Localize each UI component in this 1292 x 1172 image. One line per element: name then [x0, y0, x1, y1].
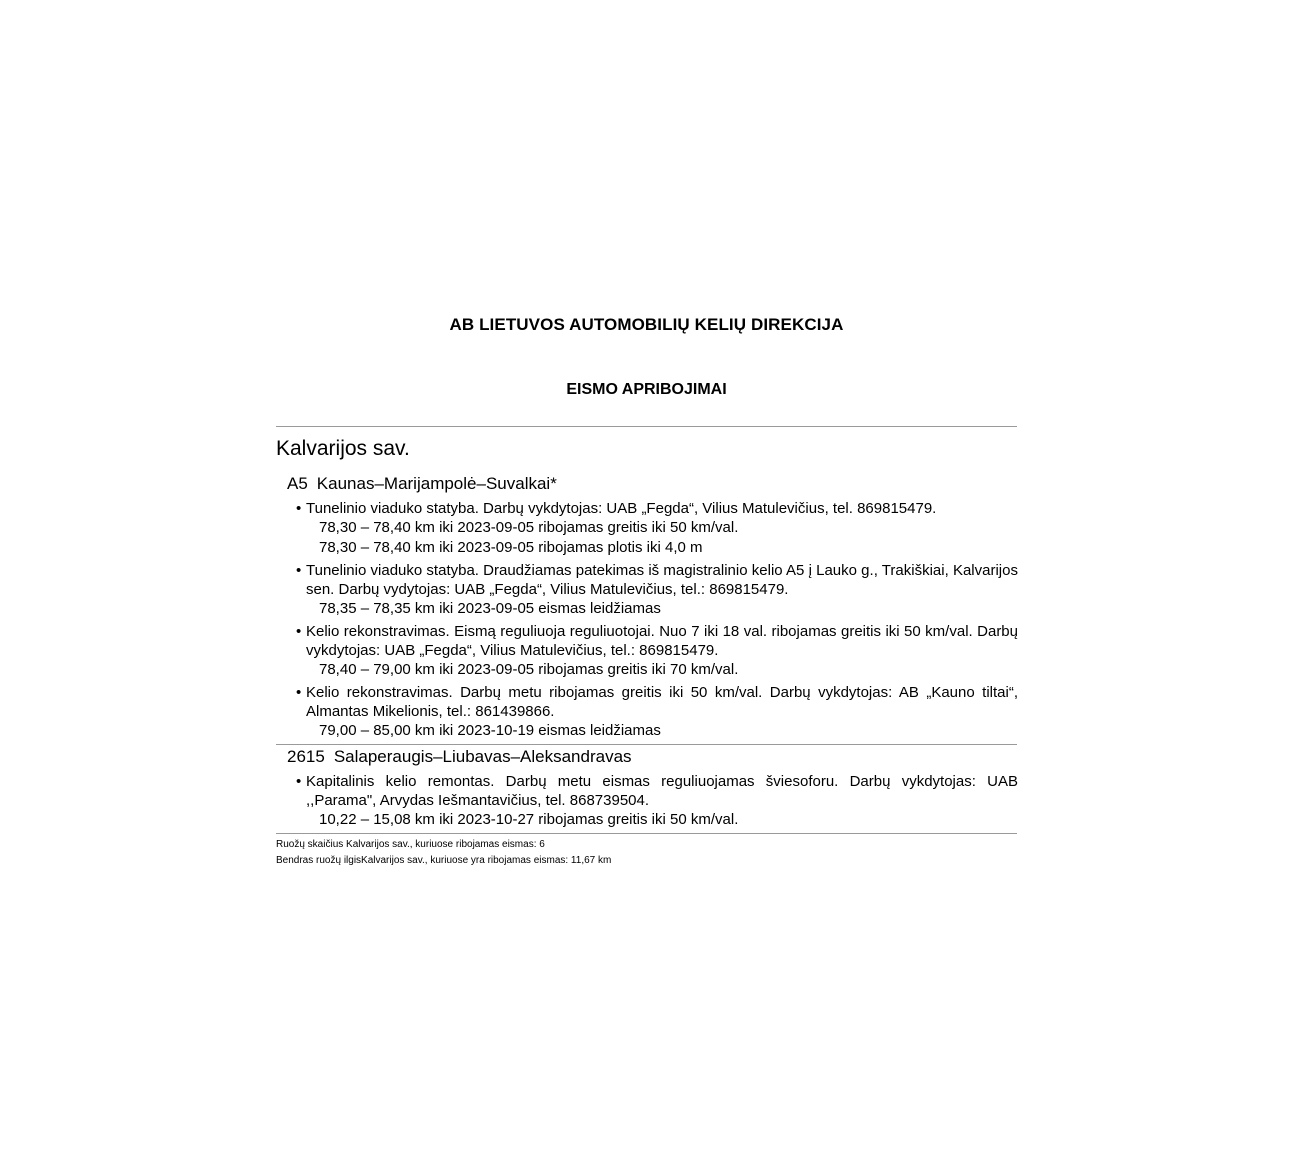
road-number: 2615	[287, 747, 325, 766]
bullet-icon: •	[296, 500, 302, 517]
restriction-entry	[296, 561, 1018, 619]
restriction-segment: 78,30 – 78,40 km iki 2023-09-05 ribojamas greitis iki 50 km/val.	[319, 519, 739, 536]
bullet-icon: •	[296, 562, 302, 579]
road-section	[276, 744, 1017, 830]
restriction-segment: 78,30 – 78,40 km iki 2023-09-05 ribojamas plotis iki 4,0 m	[319, 539, 703, 556]
summary-count: Ruožų skaičius Kalvarijos sav., kuriuose ribojamas eismas: 6	[276, 839, 545, 850]
restriction-entry	[296, 683, 1018, 741]
restriction-segment: 10,22 – 15,08 km iki 2023-10-27 ribojamas greitis iki 50 km/val.	[319, 811, 739, 828]
bullet-icon: •	[296, 773, 302, 790]
summary	[276, 833, 1017, 869]
restriction-description: Tunelinio viaduko statyba. Draudžiamas patekimas iš magistralinio kelio A5 į Lauko g., Trakiškiai, Kalvarijos sen. Darbų vydytojas: UAB „Fegda“, Vilius Matulevičius, tel.: 869815479.	[306, 562, 1018, 598]
restriction-segment: 78,35 – 78,35 km iki 2023-09-05 eismas leidžiamas	[319, 600, 661, 617]
restriction-description: Tunelinio viaduko statyba. Darbų vykdytojas: UAB „Fegda“, Vilius Matulevičius, tel. 869815479.	[306, 500, 937, 517]
header-divider	[276, 426, 1017, 427]
restriction-entry	[296, 622, 1018, 680]
restriction-description: Kelio rekonstravimas. Eismą reguliuoja reguliuotojai. Nuo 7 iki 18 val. ribojamas greitis iki 50 km/val. Darbų vykdytojas: UAB „Fegda“, Vilius Matulevičius, tel.: 869815479.	[306, 623, 1018, 659]
restriction-segment: 79,00 – 85,00 km iki 2023-10-19 eismas leidžiamas	[319, 722, 661, 739]
road-title	[287, 746, 1017, 768]
road-number: A5	[287, 474, 308, 493]
restriction-entry	[296, 499, 1017, 558]
road-title	[287, 473, 1017, 495]
municipality-heading: Kalvarijos sav.	[276, 437, 410, 460]
bullet-icon: •	[296, 623, 302, 640]
restriction-description: Kelio rekonstravimas. Darbų metu ribojamas greitis iki 50 km/val. Darbų vykdytojas: AB „Kauno tiltai“, Almantas Mikelionis, tel.: 861439866.	[306, 684, 1018, 720]
restriction-segment: 78,40 – 79,00 km iki 2023-09-05 ribojamas greitis iki 70 km/val.	[319, 661, 739, 678]
road-name: Salaperaugis–Liubavas–Aleksandravas	[333, 747, 632, 766]
organization-title: AB LIETUVOS AUTOMOBILIŲ KELIŲ DIREKCIJA	[449, 315, 844, 334]
content	[276, 436, 1017, 869]
summary-length: Bendras ruožų ilgisKalvarijos sav., kuriuose yra ribojamas eismas: 11,67 km	[276, 855, 612, 866]
road-section	[276, 473, 1017, 741]
bullet-icon: •	[296, 684, 302, 701]
document-title: EISMO APRIBOJIMAI	[566, 381, 727, 398]
road-name: Kaunas–Marijampolė–Suvalkai*	[316, 474, 557, 493]
restriction-entry	[296, 772, 1018, 830]
restriction-description: Kapitalinis kelio remontas. Darbų metu eismas reguliuojamas šviesoforu. Darbų vykdytojas: UAB ,,Parama", Arvydas Iešmantavičius, tel. 868739504.	[306, 773, 1018, 809]
